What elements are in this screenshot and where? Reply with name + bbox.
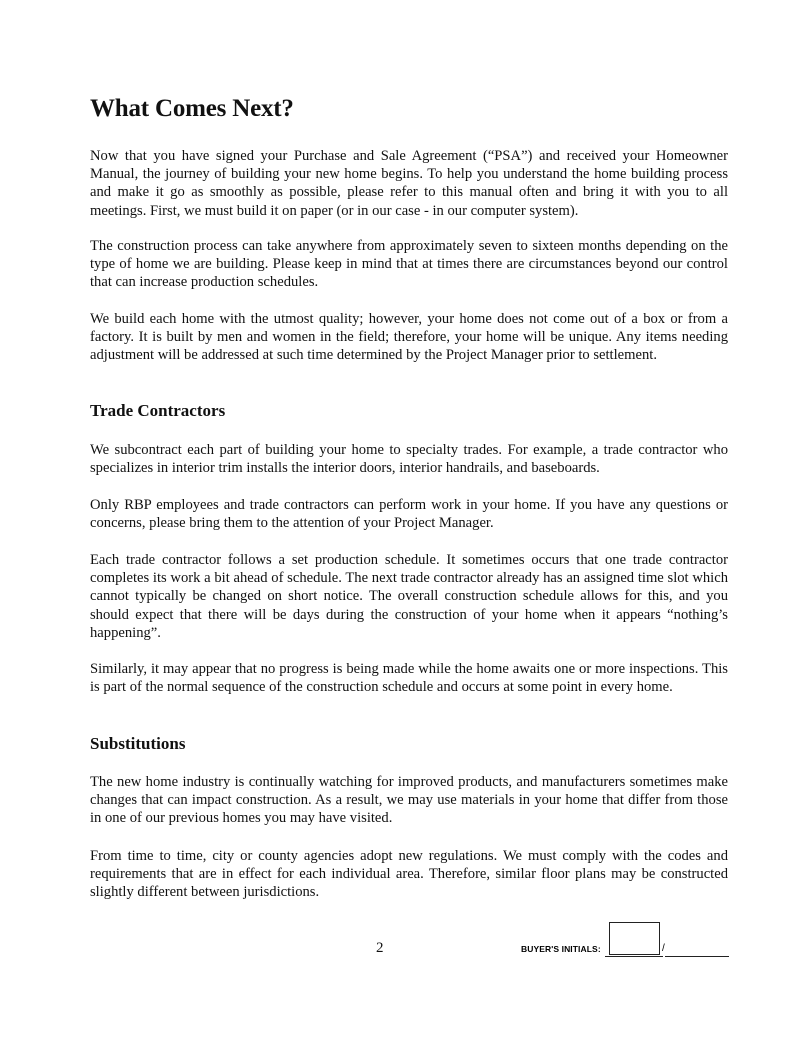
initials-separator: /: [662, 943, 665, 954]
substitutions-paragraph-1: The new home industry is continually watching for improved products, and manufacturers sometimes make changes that can impact construction. As a result, we may use materials in your home that differ from those in one of our previous homes you may have visited.: [90, 774, 728, 827]
section-heading-substitutions: Substitutions: [90, 734, 186, 753]
trade-paragraph-1: We subcontract each part of building your home to specialty trades. For example, a trade contractor who specializes in interior trim installs the interior doors, interior handrails, and baseboards.: [90, 442, 728, 477]
buyer-initials-box[interactable]: [609, 922, 660, 955]
trade-paragraph-3: Each trade contractor follows a set production schedule. It sometimes occurs that one trade contractor completes its work a bit ahead of schedule. The next trade contractor already has an assigned time slot which cannot typically be changed on short notice. The overall construction schedule allows for this, and you should expect that there will be days during the construction of your home when it appears “nothing’s happening”.: [90, 552, 728, 641]
initials-underline-1: [605, 956, 663, 957]
co-buyer-initials-line[interactable]: [665, 956, 729, 957]
buyer-initials: [521, 922, 741, 958]
trade-paragraph-4: Similarly, it may appear that no progress is being made while the home awaits one or more inspections. This is part of the normal sequence of the construction schedule and occurs at some point in every home.: [90, 661, 728, 696]
page-title: What Comes Next?: [90, 95, 294, 122]
section-heading-trade-contractors: Trade Contractors: [90, 401, 226, 420]
buyer-initials-label: BUYER'S INITIALS:: [521, 944, 601, 954]
substitutions-paragraph-2: From time to time, city or county agencies adopt new regulations. We must comply with the codes and requirements that are in effect for each individual area. Therefore, similar floor plans may be constructed slightly different between jurisdictions.: [90, 848, 728, 901]
intro-paragraph-3: We build each home with the utmost quality; however, your home does not come out of a box or from a factory. It is built by men and women in the field; therefore, your home will be unique. Any items needing adjustment will be addressed at such time determined by the Project Manager prior to settlement.: [90, 311, 728, 364]
page-number: 2: [376, 940, 384, 956]
trade-paragraph-2: Only RBP employees and trade contractors can perform work in your home. If you have any questions or concerns, please bring them to the attention of your Project Manager.: [90, 497, 728, 532]
intro-paragraph-2: The construction process can take anywhere from approximately seven to sixteen months depending on the type of home we are building. Please keep in mind that at times there are circumstances beyond our control that can increase production schedules.: [90, 238, 728, 291]
intro-paragraph-1: Now that you have signed your Purchase and Sale Agreement (“PSA”) and received your Homeowner Manual, the journey of building your new home begins. To help you understand the home building process and make it go as smoothly as possible, please refer to this manual often and bring it with you to all meetings. First, we must build it on paper (or in our case - in our computer system).: [90, 148, 728, 219]
